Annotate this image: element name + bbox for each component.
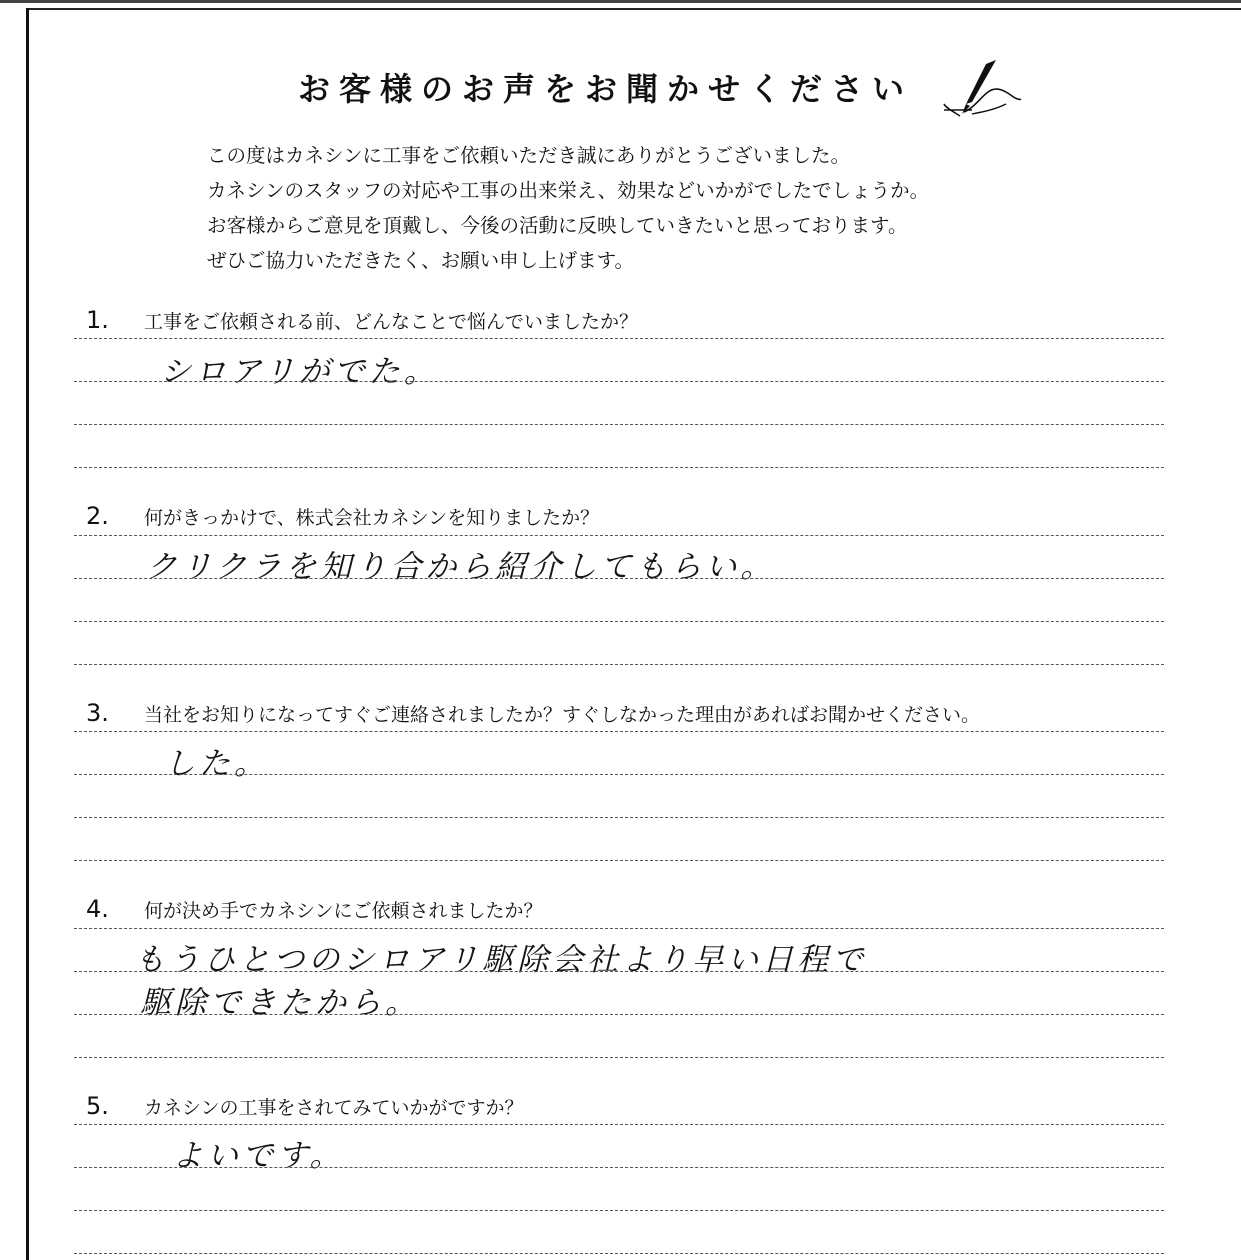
question-3 xyxy=(86,699,980,727)
answer-line xyxy=(74,1014,1164,1015)
answer-line xyxy=(74,774,1164,775)
question-text: 当社をお知りになってすぐご連絡されましたか？すぐしなかった理由があればお聞かせください。 xyxy=(144,704,981,726)
answer-line xyxy=(74,928,1164,929)
answer-line xyxy=(74,381,1164,382)
answer-line xyxy=(74,535,1164,536)
question-number: 4. xyxy=(86,895,109,923)
answer-line xyxy=(74,621,1164,622)
answer-line xyxy=(74,424,1164,425)
form-left-border xyxy=(26,8,29,1260)
answer-line xyxy=(74,1124,1164,1125)
answer-line xyxy=(74,817,1164,818)
answer-line xyxy=(74,467,1164,468)
question-text: 何が決め手でカネシンにご依頼されましたか？ xyxy=(144,900,543,922)
answer-line xyxy=(74,731,1164,732)
intro-line: カネシンのスタッフの対応や工事の出来栄え、効果などいかがでしたでしょうか。 xyxy=(207,179,930,202)
question-number: 3. xyxy=(86,699,109,727)
intro-line: ぜひご協力いただきたく、お願い申し上げます。 xyxy=(207,249,635,272)
intro-line: この度はカネシンに工事をご依頼いただき誠にありがとうございました。 xyxy=(207,144,851,167)
question-4 xyxy=(86,895,543,923)
answer-5-line-1: よいです。 xyxy=(172,1138,345,1174)
intro-line: お客様からご意見を頂戴し、今後の活動に反映していきたいと思っております。 xyxy=(207,214,908,237)
answer-1-line-1: シロアリがでた。 xyxy=(160,354,439,390)
question-number: 2. xyxy=(86,502,109,530)
answer-4-line-2: 駆除できたから。 xyxy=(140,985,420,1021)
answer-2-line-1: クリクラを知り合から紹介してもらい。 xyxy=(146,549,776,585)
form-top-border xyxy=(26,8,1241,10)
answer-line xyxy=(74,1167,1164,1168)
question-text: 何がきっかけで、株式会社カネシンを知りましたか？ xyxy=(144,507,600,529)
answer-line xyxy=(74,338,1164,339)
intro-text xyxy=(207,138,929,278)
answer-4-line-1: もうひとつのシロアリ駆除会社より早い日程で xyxy=(134,942,868,978)
question-5 xyxy=(86,1092,524,1120)
answer-line xyxy=(74,578,1164,579)
form-title: お客様のお声をお聞かせください xyxy=(298,70,914,108)
answer-line xyxy=(74,664,1164,665)
answer-line xyxy=(74,1253,1164,1254)
answer-3-line-1: した。 xyxy=(164,746,269,782)
answer-line xyxy=(74,1210,1164,1211)
question-text: 工事をご依頼される前、どんなことで悩んでいましたか？ xyxy=(144,311,639,333)
answer-line xyxy=(74,1057,1164,1058)
question-number: 1. xyxy=(86,306,109,334)
question-text: カネシンの工事をされてみていかがですか？ xyxy=(144,1097,524,1119)
question-number: 5. xyxy=(86,1092,109,1120)
answer-line xyxy=(74,860,1164,861)
scan-top-edge xyxy=(0,0,1241,3)
pen-icon xyxy=(942,58,1022,126)
answer-line xyxy=(74,971,1164,972)
question-2 xyxy=(86,502,599,530)
question-1 xyxy=(86,306,638,334)
